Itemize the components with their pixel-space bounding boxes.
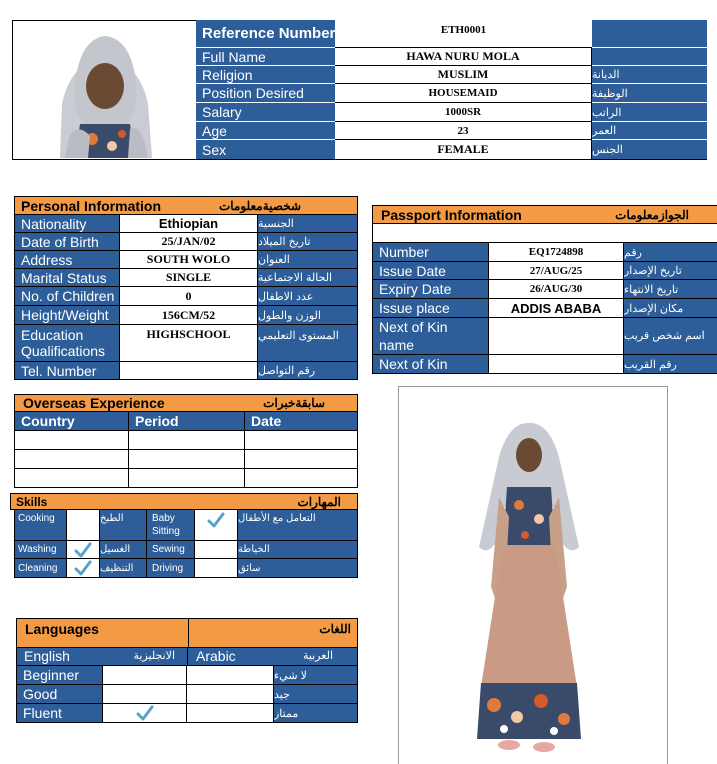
overseas-period-cell-1 [129,450,244,469]
lang-arabic-check-1[interactable] [187,685,273,704]
personal-label-1: Date of Birth [14,233,119,251]
overseas-col-period: Period [129,412,244,431]
reference-number-spacer [592,20,707,47]
overseas-country-cell-2 [14,469,129,488]
overseas-period-cell-2 [129,469,244,488]
skills-title: Skills [16,495,48,509]
lang-arabic-label: Arabic [196,648,236,664]
header-label-0: Full Name [196,47,335,65]
lang-level-arabic-0: لا شيء [273,666,358,685]
lang-level-label-1: Good [16,685,102,704]
skill-arabic-right-1: الخياطة [238,541,358,559]
header-arabic-3: الراتب [592,102,707,121]
personal-info-title: Personal Information [21,198,162,214]
header-value-4: 23 [335,121,592,139]
languages-title: Languages [25,621,99,637]
lang-level-label-0: Beginner [16,666,102,685]
personal-value-4: 0 [119,287,258,306]
header-label-2: Position Desired [196,83,335,102]
passport-arabic-1: تاريخ الإصدار [624,262,717,280]
skill-arabic-right-2: سائق [238,559,358,578]
header-arabic-1: الديانة [592,65,707,83]
personal-value-3: SINGLE [119,269,258,287]
personal-info-header [14,196,358,215]
skill-arabic-left-1: الغسيل [100,541,146,559]
header-arabic-5: الجنس [592,139,707,159]
skill-label-right-2: Driving [146,559,194,578]
languages-header [16,618,358,648]
header-label-1: Religion [196,65,335,83]
lang-level-arabic-1: جيد [273,685,358,704]
passport-label-4: Next of Kin name [372,318,452,355]
personal-arabic-6: المستوى التعليمي [258,325,358,362]
lang-english-check-0[interactable] [102,666,187,685]
skill-check-left-2[interactable] [66,559,100,578]
passport-arabic-2: تاريخ الانتهاء [624,280,717,299]
personal-arabic-0: الجنسية [258,215,358,233]
passport-info-blank-row [372,224,717,243]
passport-info-title: Passport Information [381,207,522,223]
personal-arabic-5: الوزن والطول [258,306,358,325]
passport-value-1: 27/AUG/25 [488,262,624,280]
header-value-0: HAWA NURU MOLA [335,47,592,65]
passport-label-0: Number [372,243,488,262]
personal-value-1: 25/JAN/02 [119,233,258,251]
personal-label-3: Marital Status [14,269,119,287]
header-arabic-0 [592,47,707,65]
passport-label-5: Next of Kin [372,355,488,374]
passport-value-5 [488,355,624,374]
passport-arabic-5: رقم القريب [624,355,717,374]
skill-label-left-0: Cooking [14,510,66,541]
personal-label-6: Education Qualifications [14,325,119,362]
passport-value-2: 26/AUG/30 [488,280,624,299]
personal-label-5: Height/Weight [14,306,119,325]
passport-label-2: Expiry Date [372,280,488,299]
languages-title-ar: اللغات [319,622,351,636]
passport-label-3: Issue place [372,299,488,318]
personal-label-7: Tel. Number [14,362,119,380]
skills-header [10,493,358,510]
personal-label-4: No. of Children [14,287,119,306]
header-label-4: Age [196,121,335,139]
skill-label-right-1: Sewing [146,541,194,559]
lang-level-arabic-2: ممتاز [273,704,358,723]
personal-label-2: Address [14,251,119,269]
passport-value-4 [488,318,624,355]
skills-title-ar: المهارات [297,495,341,509]
lang-arabic-label-ar: العربية [302,650,333,662]
overseas-date-cell-1 [244,450,358,469]
skill-check-right-2[interactable] [194,559,238,578]
passport-arabic-3: مكان الإصدار [624,299,717,318]
header-label-3: Salary [196,102,335,121]
lang-arabic-check-2[interactable] [187,704,273,723]
personal-arabic-4: عدد الاطفال [258,287,358,306]
overseas-header [14,394,358,412]
passport-label-bg-4 [452,318,488,355]
header-arabic-4: العمر [592,121,707,139]
lang-english-header [16,648,187,666]
lang-arabic-header [187,648,358,666]
personal-value-5: 156CM/52 [119,306,258,325]
skill-check-right-0[interactable] [194,510,238,541]
header-value-1: MUSLIM [335,65,592,83]
skill-arabic-right-0: التعامل مع الأطفال [238,510,358,541]
skill-check-left-1[interactable] [66,541,100,559]
personal-value-0: Ethiopian [119,215,258,233]
header-value-3: 1000SR [335,102,592,121]
overseas-col-country: Country [14,412,129,431]
header-value-2: HOUSEMAID [335,83,592,102]
reference-number-label: Reference Number [196,20,335,47]
personal-arabic-7: رقم التواصل [258,362,358,380]
personal-value-6: HIGHSCHOOL [119,325,258,362]
overseas-date-cell-0 [244,431,358,450]
passport-value-0: EQ1724898 [488,243,624,262]
reference-number-value: ETH0001 [335,20,592,47]
personal-arabic-3: الحالة الاجتماعية [258,269,358,287]
overseas-title-ar: سابقةخبرات [263,396,325,410]
personal-value-2: SOUTH WOLO [119,251,258,269]
skill-label-left-2: Cleaning [14,559,66,578]
passport-value-3: ADDIS ABABA [488,299,624,318]
header-arabic-2: الوظيفة [592,83,707,102]
lang-arabic-check-0[interactable] [187,666,273,685]
skill-label-right-0: Baby Sitting [146,510,194,541]
header-label-5: Sex [196,139,335,159]
lang-english-check-1[interactable] [102,685,187,704]
skill-check-left-0[interactable] [66,510,100,541]
header-value-5: FEMALE [335,139,592,159]
portrait-photo [40,24,170,158]
personal-value-7 [119,362,258,380]
overseas-date-cell-2 [244,469,358,488]
passport-info-title-ar: الجوازمعلومات [615,208,689,222]
overseas-period-cell-0 [129,431,244,450]
lang-english-check-2[interactable] [102,704,187,723]
overseas-country-cell-0 [14,431,129,450]
lang-english-label: English [24,648,70,664]
personal-info-title-ar: شخصيةمعلومات [218,199,301,213]
overseas-country-cell-1 [14,450,129,469]
personal-arabic-1: تاريخ الميلاد [258,233,358,251]
passport-arabic-4: اسم شخص قريب [624,318,717,355]
lang-level-label-2: Fluent [16,704,102,723]
overseas-col-date: Date [244,412,358,431]
skill-check-right-1[interactable] [194,541,238,559]
overseas-title: Overseas Experience [23,395,165,411]
lang-english-label-ar: الانجليزية [133,650,175,662]
full-body-photo [398,386,668,764]
passport-label-1: Issue Date [372,262,488,280]
skill-label-left-1: Washing [14,541,66,559]
skill-arabic-left-2: التنظيف [100,559,146,578]
passport-arabic-0: رقم [624,243,717,262]
personal-arabic-2: العنوان [258,251,358,269]
skill-arabic-left-0: الطبخ [100,510,146,541]
passport-info-header [372,205,717,224]
personal-label-0: Nationality [14,215,119,233]
